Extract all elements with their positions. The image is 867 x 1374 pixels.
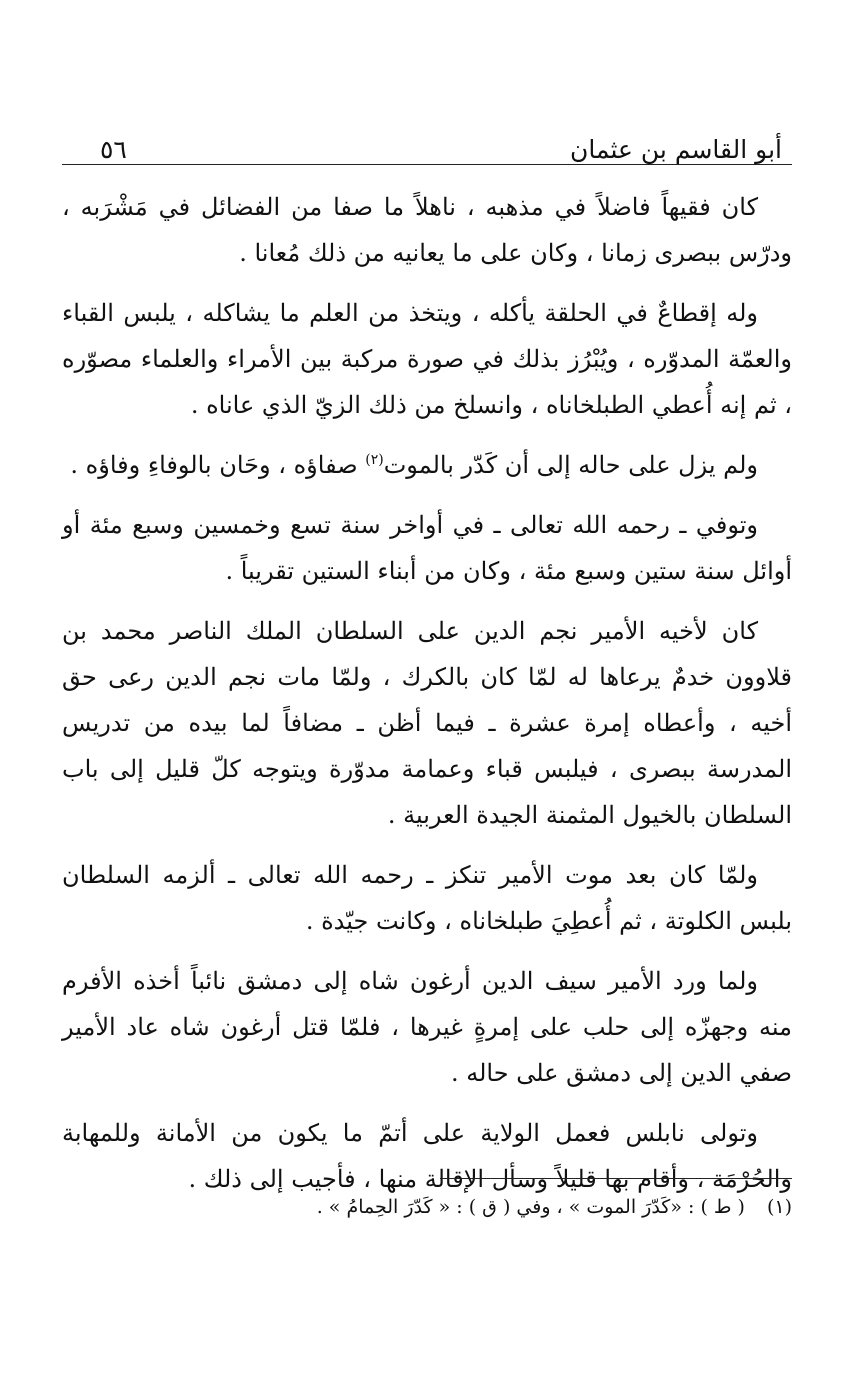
footnote-reference: (٢) (365, 452, 384, 468)
paragraph-2: وله إقطاعٌ في الحلقة يأكله ، ويتخذ من العلم ما يشاكله ، يلبس القباء والعمّة المدوّره ، ويُبْرُز بذلك في صورة مركبة بين الأمراء والعلماء مصوّره ، ثم إنه أُعطي الطبلخاناه ، وانسلخ من ذلك الزيّ الذي عاناه . (62, 299, 792, 419)
paragraph-5: كان لأخيه الأمير نجم الدين على السلطان الملك الناصر محمد بن قلاوون خدمٌ يرعاها له لمّا كان بالكرك ، ولمّا مات نجم الدين رعى حق أخيه ، وأعطاه إمرة عشرة ـ فيما أظن ـ مضافاً لما بيده من تدريس المدرسة ببصرى ، فيلبس قباء وعمامة مدوّرة ويتوجه كلّ قليل إلى باب السلطان بالخيول المثمنة الجيدة العربية . (62, 617, 793, 829)
footnote (62, 1194, 792, 1220)
paragraph-3-after: صفاؤه ، وحَان بالوفاءِ وفاؤه . (70, 451, 366, 479)
paragraph-1: كان فقيهاً فاضلاً في مذهبه ، ناهلاً ما صفا من الفضائل في مَشْرَبه ، ودرّس ببصرى زمانا ، وكان على ما يعانيه من ذلك مُعانا . (62, 193, 792, 267)
paragraph-6: ولمّا كان بعد موت الأمير تنكز ـ رحمه الله تعالى ـ ألزمه السلطان بلبس الكلوتة ، ثم أُعطِيَ طبلخاناه ، وكانت جيّدة . (62, 861, 792, 935)
book-page (62, 0, 792, 1374)
paragraph-7: ولما ورد الأمير سيف الدين أرغون شاه إلى دمشق نائباً أخذه الأفرم منه وجهزّه إلى حلب على إمرةٍ غيرها ، فلمّا قتل أرغون شاه عاد الأمير صفي الدين إلى دمشق على حاله . (62, 967, 792, 1087)
running-header (62, 128, 792, 164)
main-text (62, 184, 792, 1216)
page-number: ٥٦ (100, 135, 127, 164)
footnote-rule (440, 1178, 792, 1179)
running-title: أبو القاسم بن عثمان (570, 135, 782, 164)
paragraph-3 (62, 442, 792, 488)
paragraph-8: وتولى نابلس فعمل الولاية على أتمّ ما يكون من الأمانة وللمهابة والحُرْمَة ، وأقام بها قليلاً وسأل الإقالة منها ، فأجيب إلى ذلك . (62, 1119, 792, 1193)
paragraph-3-before: ولم يزل على حاله إلى أن كَدّر بالموت (383, 451, 758, 479)
paragraph-4: وتوفي ـ رحمه الله تعالى ـ في أواخر سنة تسع وخمسين وسبع مئة أو أوائل سنة ستين وسبع مئة ، وكان من أبناء الستين تقريباً . (62, 511, 792, 585)
footnote-text: ( ط ) : «كَدّرَ الموت » ، وفي ( ق ) : « كَدّرَ الحِمامُ » . (316, 1196, 745, 1218)
footnote-number: (١) (766, 1196, 792, 1218)
header-rule (62, 164, 792, 165)
